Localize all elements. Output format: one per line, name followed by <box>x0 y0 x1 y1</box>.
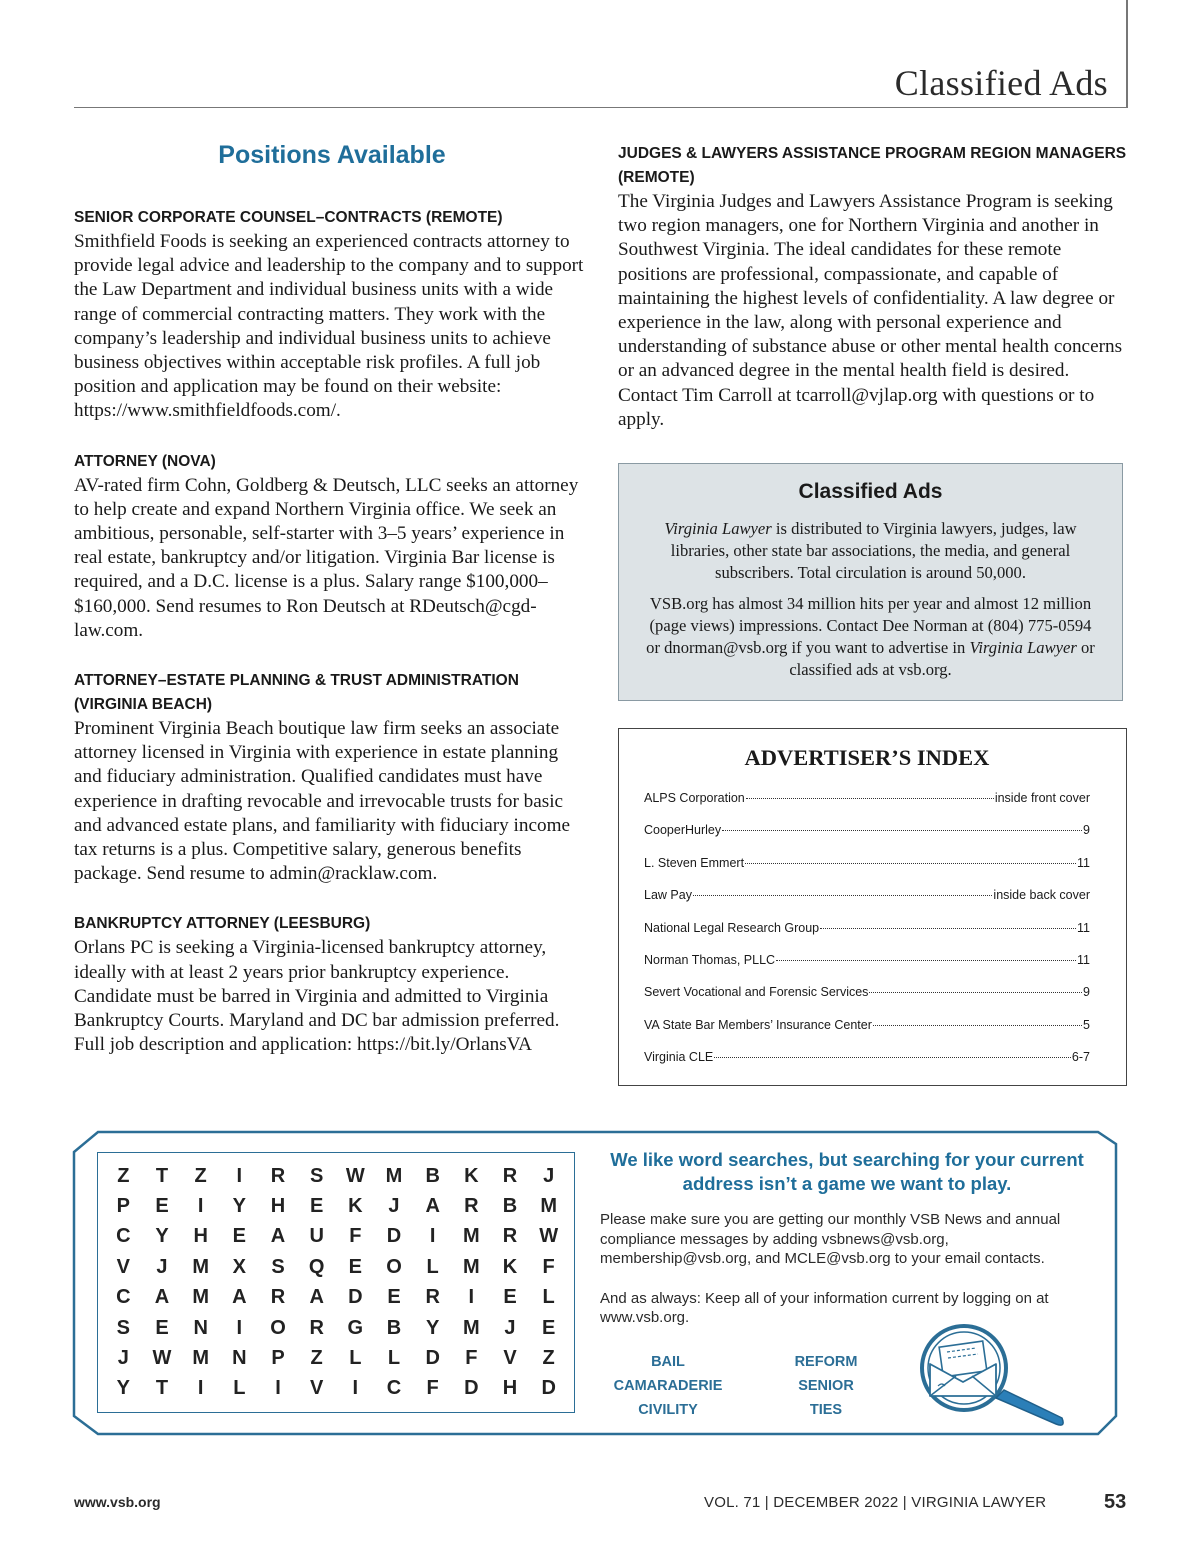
word-search-letter: T <box>155 1377 169 1400</box>
positions-heading: Positions Available <box>218 141 446 169</box>
job-body: AV-rated firm Cohn, Goldberg & Deutsch, LLC seeks an attorney to help create and expand Northern Virginia office. We seek an ambitious, personable, self-starter with 3–5 years’ experience in real estate, bankruptcy and/or litigation. Virginia Bar license is required, and a D.C. license is a plus. Salary range $100,000–$160,000. Send resumes to Ron Deutsch at RDeutsch@cgd-law.com. <box>74 474 579 641</box>
word-search-letter: Z <box>117 1164 130 1187</box>
word-search-letter: S <box>309 1164 324 1187</box>
word-search-letter: J <box>388 1195 400 1218</box>
word-search-letter: E <box>232 1225 246 1248</box>
word-search-letter: F <box>542 1255 555 1278</box>
word-search-letter: A <box>309 1286 324 1309</box>
word-search-letter: R <box>502 1225 518 1248</box>
word-search-letter: I <box>197 1377 204 1400</box>
word-search-letter: B <box>425 1164 440 1187</box>
word-search-grid <box>97 1152 575 1413</box>
word-search-letter: L <box>387 1346 401 1369</box>
word-search-letter: R <box>464 1195 479 1218</box>
advertising-text: VSB.org has almost 34 million hits per year and almost 12 million (page views) impressions. Contact Dee Norman at (804) 775-0594 or dnorman@vsb.org if you want to advertise in <box>646 594 1092 657</box>
job-title: ATTORNEY (NOVA) <box>74 452 216 470</box>
word-search-letter: G <box>347 1316 364 1339</box>
advertiser-name: Norman Thomas, PLLC <box>644 952 776 967</box>
word-search-letter: Y <box>232 1195 246 1218</box>
word-search-letter: E <box>503 1286 517 1309</box>
word-search-letter: W <box>152 1346 172 1369</box>
advertiser-page: inside front cover <box>994 791 1090 805</box>
word-search-letter: J <box>117 1346 129 1369</box>
word-search-letter: M <box>192 1286 209 1309</box>
publication-name: Virginia Lawyer <box>969 637 1077 657</box>
advertiser-page: 5 <box>1083 1017 1090 1032</box>
word-search-letter: N <box>193 1316 208 1339</box>
word-search-letter: A <box>232 1286 247 1309</box>
word-search-letter: E <box>387 1286 401 1309</box>
word-search-letter: E <box>541 1316 556 1339</box>
word-search-letter: M <box>462 1316 480 1339</box>
word-search-letter: D <box>425 1346 440 1369</box>
section-title: Classified Ads <box>894 63 1108 103</box>
advertiser-name: CooperHurley <box>644 823 722 838</box>
word-search-letter: V <box>503 1346 517 1369</box>
word-search-letter: K <box>502 1255 518 1278</box>
word-search-letter: E <box>155 1195 169 1218</box>
word-search-letter: W <box>345 1164 365 1187</box>
word-search-letter: J <box>543 1164 555 1187</box>
word-search-letter: R <box>270 1164 286 1187</box>
advertiser-page: 11 <box>1077 920 1090 935</box>
word-search-letter: C <box>116 1225 131 1248</box>
word-search-letter: M <box>192 1255 209 1278</box>
advertiser-page: 9 <box>1083 985 1090 1000</box>
word-search-letter: V <box>116 1255 130 1278</box>
advertiser-page: 11 <box>1077 952 1090 967</box>
promo-paragraph: And as always: Keep all of your information current by logging on at www.vsb.org. <box>600 1289 1049 1326</box>
word-search-letter: L <box>426 1255 439 1278</box>
advertiser-name: Virginia CLE <box>644 1050 714 1065</box>
advertiser-name: National Legal Research Group <box>644 920 820 935</box>
word-search-letter: K <box>348 1195 363 1218</box>
word-list-item: CIVILITY <box>638 1402 698 1418</box>
word-list-item: TIES <box>809 1402 843 1418</box>
job-title: JUDGES & LAWYERS ASSISTANCE PROGRAM REGION MANAGERS (REMOTE) <box>618 145 1127 186</box>
word-search-letter: Z <box>194 1164 207 1187</box>
word-search-letter: M <box>540 1195 557 1218</box>
promo-paragraph: Please make sure you are getting our monthly VSB News and annual compliance messages by adding vsbnews@vsb.org, membership@vsb.org, and MCLE@vsb.org to your email contacts. <box>600 1211 1061 1267</box>
word-search-letter: I <box>236 1164 243 1187</box>
word-search-letter: I <box>352 1377 359 1400</box>
envelope-magnifier-icon <box>916 1320 1076 1430</box>
word-search-letter: C <box>386 1377 402 1400</box>
advertiser-index-title: ADVERTISER’S INDEX <box>744 745 990 770</box>
job-body: Smithfield Foods is seeking an experienced contracts attorney to provide legal advice and leadership to the company and to support the Law Department and individual business units with a wide range of commercial contracting matters. They work with the company’s leadership and individual business units to achieve business objectives within acceptable risk profiles. A full job position and application may be found on their website: https://www.smithfieldfoods.com/. <box>74 231 584 422</box>
word-search-letter: I <box>429 1225 436 1248</box>
word-search-letter: R <box>425 1286 440 1309</box>
word-search-letter: T <box>155 1164 169 1187</box>
word-search-letter: I <box>275 1377 281 1400</box>
word-search-letter: M <box>462 1255 480 1278</box>
word-search-letter: V <box>309 1377 324 1400</box>
word-search-letter: S <box>271 1255 285 1278</box>
word-search-letter: B <box>502 1195 518 1218</box>
word-search-letter: Q <box>308 1255 325 1278</box>
job-title: ATTORNEY–ESTATE PLANNING & TRUST ADMINISTRATION (VIRGINIA BEACH) <box>74 672 519 714</box>
word-search-letter: A <box>425 1195 440 1218</box>
advertiser-page: 6-7 <box>1071 1050 1090 1065</box>
word-search-letter: D <box>541 1377 556 1400</box>
circulation-text: is distributed to Virginia lawyers, judges, law libraries, other state bar associations, the media, and general subscribers. Total circulation is around 50,000. <box>670 519 1077 582</box>
word-search-letter: M <box>462 1225 480 1248</box>
word-search-letter: L <box>349 1346 362 1369</box>
advertiser-name: ALPS Corporation <box>644 791 745 805</box>
advertiser-page: 9 <box>1083 823 1090 838</box>
word-search-letter: Z <box>542 1346 555 1369</box>
word-search-letter: E <box>155 1316 169 1339</box>
word-list-item: BAIL <box>651 1354 685 1370</box>
word-search-letter: U <box>309 1225 324 1248</box>
word-search-letter: C <box>116 1286 131 1309</box>
job-body: The Virginia Judges and Lawyers Assistance Program is seeking two region managers, one for Northern Virginia and another in Southwest Virginia. The ideal candidates for these remote positions are professional, compassionate, and capable of maintaining the highest levels of confidentiality. A law degree or experience in the law, along with personal experience and understanding of substance abuse or other mental health concerns or an advanced degree in the mental health field is desired. Contact Tim Carroll at tcarroll@vjlap.org with questions or to apply. <box>618 191 1123 430</box>
word-search-letter: E <box>348 1255 362 1278</box>
promo-headline: We like word searches, but searching for your current address isn’t a game we want to play. <box>610 1149 1084 1194</box>
word-search-letter: Y <box>155 1225 169 1248</box>
word-search-letter: N <box>232 1346 247 1369</box>
page-number: 53 <box>1104 1491 1127 1513</box>
word-search-letter: R <box>502 1164 518 1187</box>
word-search-letter: E <box>309 1195 324 1218</box>
word-search-letter: O <box>386 1255 402 1278</box>
publication-name: Virginia Lawyer <box>664 519 772 538</box>
word-search-letter: R <box>270 1286 286 1309</box>
word-list-item: REFORM <box>794 1354 858 1370</box>
word-search-letter: S <box>116 1316 130 1339</box>
job-body: Orlans PC is seeking a Virginia-licensed bankruptcy attorney, ideally with at least 2 years prior bankruptcy experience. Candidate must be barred in Virginia and admitted to Virginia Bankruptcy Courts. Maryland and DC bar admission preferred. Full job description and application: https://bit.ly/OrlansVA <box>74 937 560 1056</box>
word-list-item: CAMARADERIE <box>613 1378 723 1394</box>
word-search-letter: F <box>349 1225 362 1248</box>
advertiser-name: Law Pay <box>644 888 692 903</box>
word-search-letter: F <box>426 1377 439 1400</box>
word-search-letter: J <box>156 1255 168 1278</box>
word-search-letter: Y <box>425 1316 440 1339</box>
job-body: Prominent Virginia Beach boutique law firm seeks an associate attorney licensed in Virginia with experience in estate planning and fiduciary administration. Qualified candidates must have experience in drafting revocable and irrevocable trusts for basic and advanced estate plans, and familiarity with fiduciary income tax returns is a plus. Competitive salary, generous benefits package. Send resume to admin@racklaw.com. <box>74 718 571 885</box>
word-search-letter: I <box>236 1316 243 1339</box>
footer-website: www.vsb.org <box>74 1494 161 1510</box>
advertising-text-end: or classified ads at vsb.org. <box>789 637 1095 679</box>
word-search-letter: B <box>386 1316 402 1339</box>
word-search-letter: W <box>539 1225 559 1248</box>
classified-box-title: Classified Ads <box>798 480 943 503</box>
word-search-letter: Z <box>310 1346 323 1369</box>
advertiser-page: inside back cover <box>993 888 1090 903</box>
word-search-letter: D <box>386 1225 402 1248</box>
word-search-letter: D <box>464 1377 479 1400</box>
word-search-letter: D <box>348 1286 363 1309</box>
word-search-letter: I <box>197 1195 204 1218</box>
job-title: SENIOR CORPORATE COUNSEL–CONTRACTS (REMOTE) <box>74 209 503 226</box>
word-search-letter: H <box>193 1225 208 1248</box>
word-search-letter: X <box>232 1255 246 1278</box>
word-list-column-1 <box>612 1350 724 1422</box>
word-search-letter: J <box>504 1316 516 1339</box>
advertiser-name: VA State Bar Members’ Insurance Center <box>644 1017 872 1032</box>
word-search-letter: H <box>502 1377 518 1400</box>
word-search-letter: H <box>270 1195 286 1218</box>
job-title: BANKRUPTCY ATTORNEY (LEESBURG) <box>74 915 371 933</box>
word-search-letter: O <box>270 1316 286 1339</box>
advertiser-name: Severt Vocational and Forensic Services <box>644 985 869 1000</box>
word-search-letter: M <box>192 1346 209 1369</box>
word-search-letter: L <box>542 1286 555 1309</box>
word-list-item: SENIOR <box>798 1378 854 1394</box>
word-search-letter: I <box>468 1286 475 1309</box>
word-search-letter: Y <box>116 1377 130 1400</box>
word-search-letter: L <box>233 1377 246 1400</box>
advertiser-name: L. Steven Emmert <box>644 855 745 870</box>
word-search-letter: M <box>385 1164 403 1187</box>
advertiser-page: 11 <box>1077 855 1090 870</box>
word-search-letter: F <box>465 1346 478 1369</box>
word-search-letter: P <box>116 1195 130 1218</box>
word-search-letter: P <box>271 1346 285 1369</box>
word-list-column-2 <box>776 1350 876 1422</box>
word-search-letter: R <box>309 1316 324 1339</box>
word-search-letter: A <box>270 1225 286 1248</box>
address-promo <box>600 1148 1094 1348</box>
word-search-letter: A <box>154 1286 170 1309</box>
footer-issue-info: VOL. 71 | DECEMBER 2022 | VIRGINIA LAWYER <box>704 1494 1047 1511</box>
word-search-letter: K <box>464 1164 479 1187</box>
